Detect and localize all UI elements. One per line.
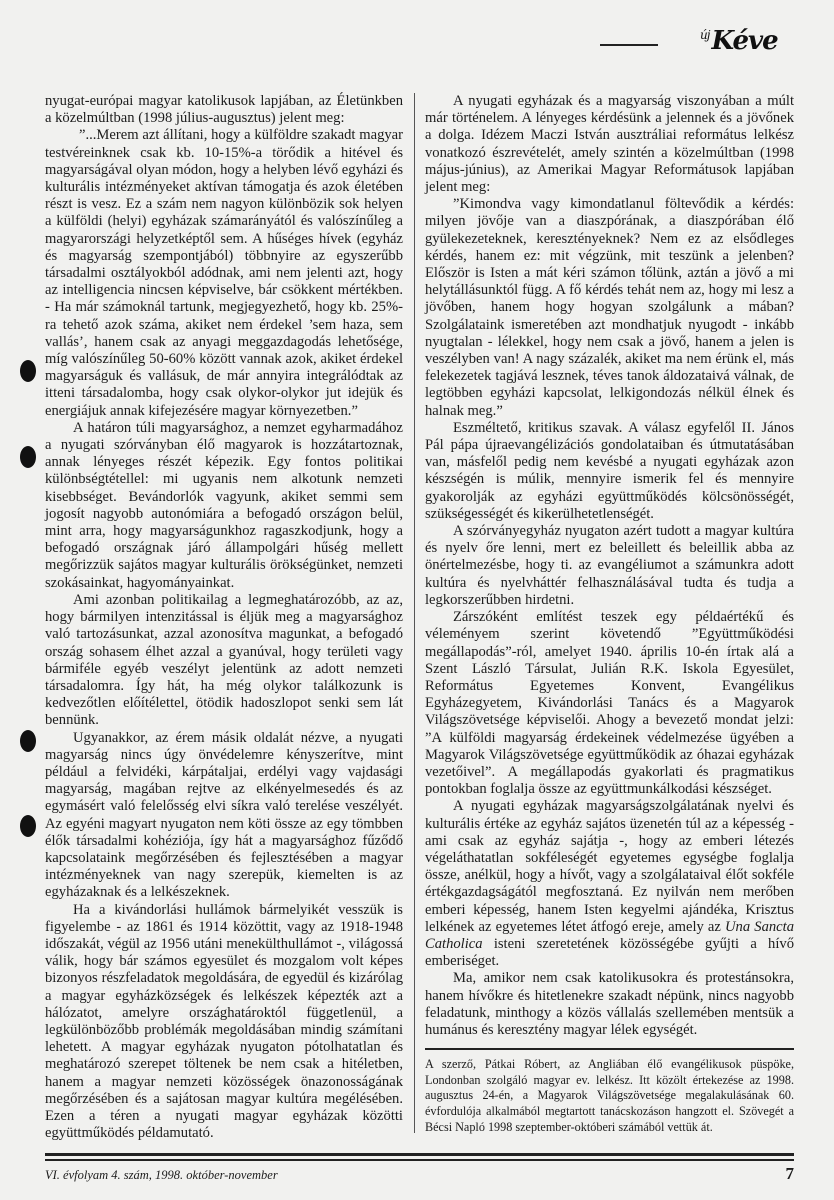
quote-paragraph: ”...Merem azt állítani, hogy a külföldre szakadt magyar testvéreinknek csak kb. 10-15%-a törődik a hitével és magyarságával olyan módon, hogy a helyben lévő egyházi és kulturális intézményeket aktívan támogatja és azok életében részt is vesz. Ez a szám nem nagyon különbözik sok helyen a külföldi (helyi) egyházak számarányától és valószínűleg a magyarországi helyzetképtől sem. A hűséges hívek (egyház és magyarság szempontjából) többnyire az egyszerűbb társadalmi osztályokból adódnak, ami nem jelenti azt, hogy az intelligencia nincsen képviselve, bár csökkent mértékben. - Ha már számoknál tartunk, megjegyezhető, hogy kb. 25%-ra tehető azok száma, akiket nem érdekel ’sem haza, sem vallás’, hanem csak az anyagi meggazdagodás lehetősége, míg valószínűleg 50-60% között vannak azok, akiket érdekel magyarságuk és vallásuk, de már annyira integrálódtak az itteni társadalomba, hogy csak olykor-olykor jut idejük és energiájuk annak kifejezésére magyar környezetben.” xyxy=(45,127,403,419)
paragraph: Ha a kivándorlási hullámok bármelyikét vesszük is figyelembe - az 1861 és 1914 közöttit, vagy az 1918-1948 időszakát, végül az 1956 utáni menekülthullámot -, világossá válik, hogy bár számos egyesület és mozgalom volt képes bizonyos részfeladatok megoldására, de egyedül és kizárólag a magyar egyházközségek és lelkészek képezték azt a hálózatot, amelyre országhatároktól függetlenül, a legkülönbözőbb problémák megoldásában mindig számítani lehetett. A magyar egyházak nyugaton pótolhatatlan és meghatározó szerepet töltenek be nem csak a hitéletben, hanem a magyar nemzeti közösségek önazonosságának megőrzésében és a sajátosan magyar kultúra megélésében. Ezen a téren a nyugati magyar egyházak közötti együttműködés példamutató. xyxy=(45,901,403,1142)
punch-hole xyxy=(20,446,36,468)
text: A nyugati egyházak magyarságszolgálatának nyelvi és kulturális értéke az egyház sajátos üzenetén túl az a képesség - ami csak az egyház sajátja -, hogy az emberi létezés végeláthatatlan sokféleségét egyetemes egységbe foglalja össze, anélkül, hogy a hívőt, vagy a szolgálataival élőt sokféle értékgazdagságától megfosztaná. Ez nyilván nem merőben emberi képesség, hanem Isten kegyelmi ajándéka, Krisztus lelkének az egyetemes létet átfogó ereje, amely az xyxy=(425,798,794,935)
italic-phrase: Una Sancta Catholica xyxy=(425,918,794,952)
punch-hole xyxy=(20,815,36,837)
quote-paragraph: ”Kimondva vagy kimondatlanul föltevődik a kérdés: milyen jövője van a diaszpórának, a diaszpórában élő gyülekezeteknek, keresztényeknek? Nem ez az elsődleges kérdés, hanem ez: mit végzünk, mit teszünk a jelenben? Először is Isten a mát kéri számon tőlünk, aztán a jövő a mi helytállásunktól függ. A fő kérdés tehát nem az, hogy mi lesz a jövőben, hanem hogy hogyan szolgálunk a mában? Szolgálataink ismeretében azt mondhatjuk nyugodt - inkább nyugtalan - lélekkel, hogy nem csak a jövő, hanem a jelen is veszélyben van! A nagy százalék, akiket ma nem érünk el, más felekezetek tagjává lesznek, téves tanok áldozataivá válnak, de legtöbben egyházi kapcsolat, lelkigondozás nélkül élnek és halnak meg.” xyxy=(425,196,794,419)
footnote-rule xyxy=(425,1048,794,1050)
magazine-logo xyxy=(700,26,778,56)
closing-paragraph: Ma, amikor nem csak katolikusokra és protestánsokra, hanem hívőkre és hitetlenekre szakadt népünk, nincs nagyobb feladatunk, minthogy a közös vállalás szellemében mentsük a humánus és keresztény magyar lélek egységét. xyxy=(425,970,794,1038)
punch-hole xyxy=(20,730,36,752)
paragraph: Eszméltető, kritikus szavak. A válasz egyfelől II. János Pál pápa újraevangélizációs gondolataiban és útmutatásában van, másfelől pedig nem kevésbé a nyugati egyházak azon készségén is múlik, mennyire ismerik fel és mennyire gyakorolják az egyházi együttműködés kölcsönösségét, szükségességét és kikerülhetetlenségét. xyxy=(425,419,794,522)
paragraph: A határon túli magyarsághoz, a nemzet egyharmadához a nyugati szórványban élő magyarok is hozzátartoznak, annak lényeges részét képezik. Egy fontos politikai különbségtétellel: mi ugyanis nem alkotunk nemzeti kisebbséget. Bevándorlók vagyunk, akiket semmi sem jogosít nagyobb autonómiára a befogadó országon belül, mint arra, hogy magyarságunkhoz ragaszkodjunk, hogy a befogadó országnak járó állampolgári hűség mellett megőrizzük sajátos magyar kulturális örökségünket, nemzeti szokásainkat, hagyományainkat. xyxy=(45,419,403,591)
column-divider xyxy=(414,93,415,1133)
page-number: 7 xyxy=(785,1164,794,1183)
text: isteni szeretetének közösségébe gyűjti a hívő emberiséget. xyxy=(425,935,794,970)
paragraph xyxy=(425,798,794,970)
right-column xyxy=(425,93,794,1135)
paragraph: Ami azonban politikailag a legmeghatározóbb, az az, hogy bármilyen intenzitással is éljük meg a magyarsághoz való tartozásunkat, azzal azonosítva magunkat, a befogadó ország sohasem élhet azzal a gyanúval, hogy területi vagy bármiféle egyéb veszélyt jelentünk az adott nemzeti társadalomra. Így hát, ha még olykor találkozunk is kedvezőtlen előítélettel, ötödik hadoszlopot senki sem lát bennünk. xyxy=(45,591,403,729)
paragraph: A nyugati egyházak és a magyarság viszonyában a múlt már történelem. A lényeges kérdésünk a jelennek és a jövőnek a dolga. Idézem Maczi István ausztráliai református lelkész vonatkozó észrevételét, amely szintén a közelmúltban (1998 május-június), az Amerikai Magyar Reformátusok lapjában jelent meg: xyxy=(425,93,794,196)
paragraph: A szórványegyház nyugaton azért tudott a magyar kultúra és nyelv őre lenni, mert ez beleillett és beleillik abba az önértelmezésbe, hogy ti. az evangéliumot a számunkra adott kultúra és nyelvháttér felhasználásával tudta és tudja a legkorszerűbben hirdetni. xyxy=(425,523,794,608)
header-rule xyxy=(600,44,658,46)
paragraph: nyugat-európai magyar katolikusok lapjában, az Életünkben a közelmúltban (1998 július-augusztus) jelent meg: xyxy=(45,93,403,127)
footer-rule xyxy=(45,1153,794,1161)
logo-text: Kéve xyxy=(711,26,778,56)
punch-hole xyxy=(20,360,36,382)
logo-prefix: új xyxy=(700,28,710,42)
author-footnote: A szerző, Pátkai Róbert, az Angliában élő evangélikusok püspöke, Londonban szolgáló magyar ev. lelkész. Itt közölt értekezése az 1998. augusztus 24-én, a Magyarok Világszövetsége megalakulásának 60. évfordulója alkalmából megtartott tanácskozáson hangzott el. Szövegét a Bécsi Napló 1998 szeptember-októberi számából vettük át. xyxy=(425,1057,794,1134)
paragraph: Ugyanakkor, az érem másik oldalát nézve, a nyugati magyarság nincs úgy önvédelemre kényszerítve, mint például a felvidéki, kárpátaljai, erdélyi vagy vajdasági magyarság, magában rejtve az elkényelmesedés és az egymásért való felelősség elvi síkra való terelése veszélyét. Az egyéni magyart nyugaton nem köti össze az egy tömbben élők társadalmi kohéziója, így hát a magyarsághoz fűződő kapcsolataink megőrzésében és fejlesztésében a magyar intézményeknek van nagy szerepük, kiemelten is az egyházaknak és a lelkészeknek. xyxy=(45,729,403,901)
left-column xyxy=(45,93,403,1142)
issue-info: VI. évfolyam 4. szám, 1998. október-november xyxy=(45,1168,278,1182)
paragraph: Zárszóként említést teszek egy példaértékű és véleményem szerint követendő ”Együttműködési megállapodás”-ról, amelyet 1940. április 10-én írtak alá a Szent László Társulat, Julián R.K. Iskola Egyesület, Református Egyetemes Konvent, Evangélikus Egyházegyetem, Kivándorlási Tanács és a Magyarok Világszövetsége képviselői. Ahogy a bevezető mondat jelzi: ”A külföldi magyarság érdekeinek védelmezése ügyében a Magyarok Világszövetsége együttműködik az óhazai egyházak vezetőivel”. A megállapodás gyakorlati és pragmatikus pontokban foglalja össze az együttmunkálkodási készséget. xyxy=(425,609,794,798)
